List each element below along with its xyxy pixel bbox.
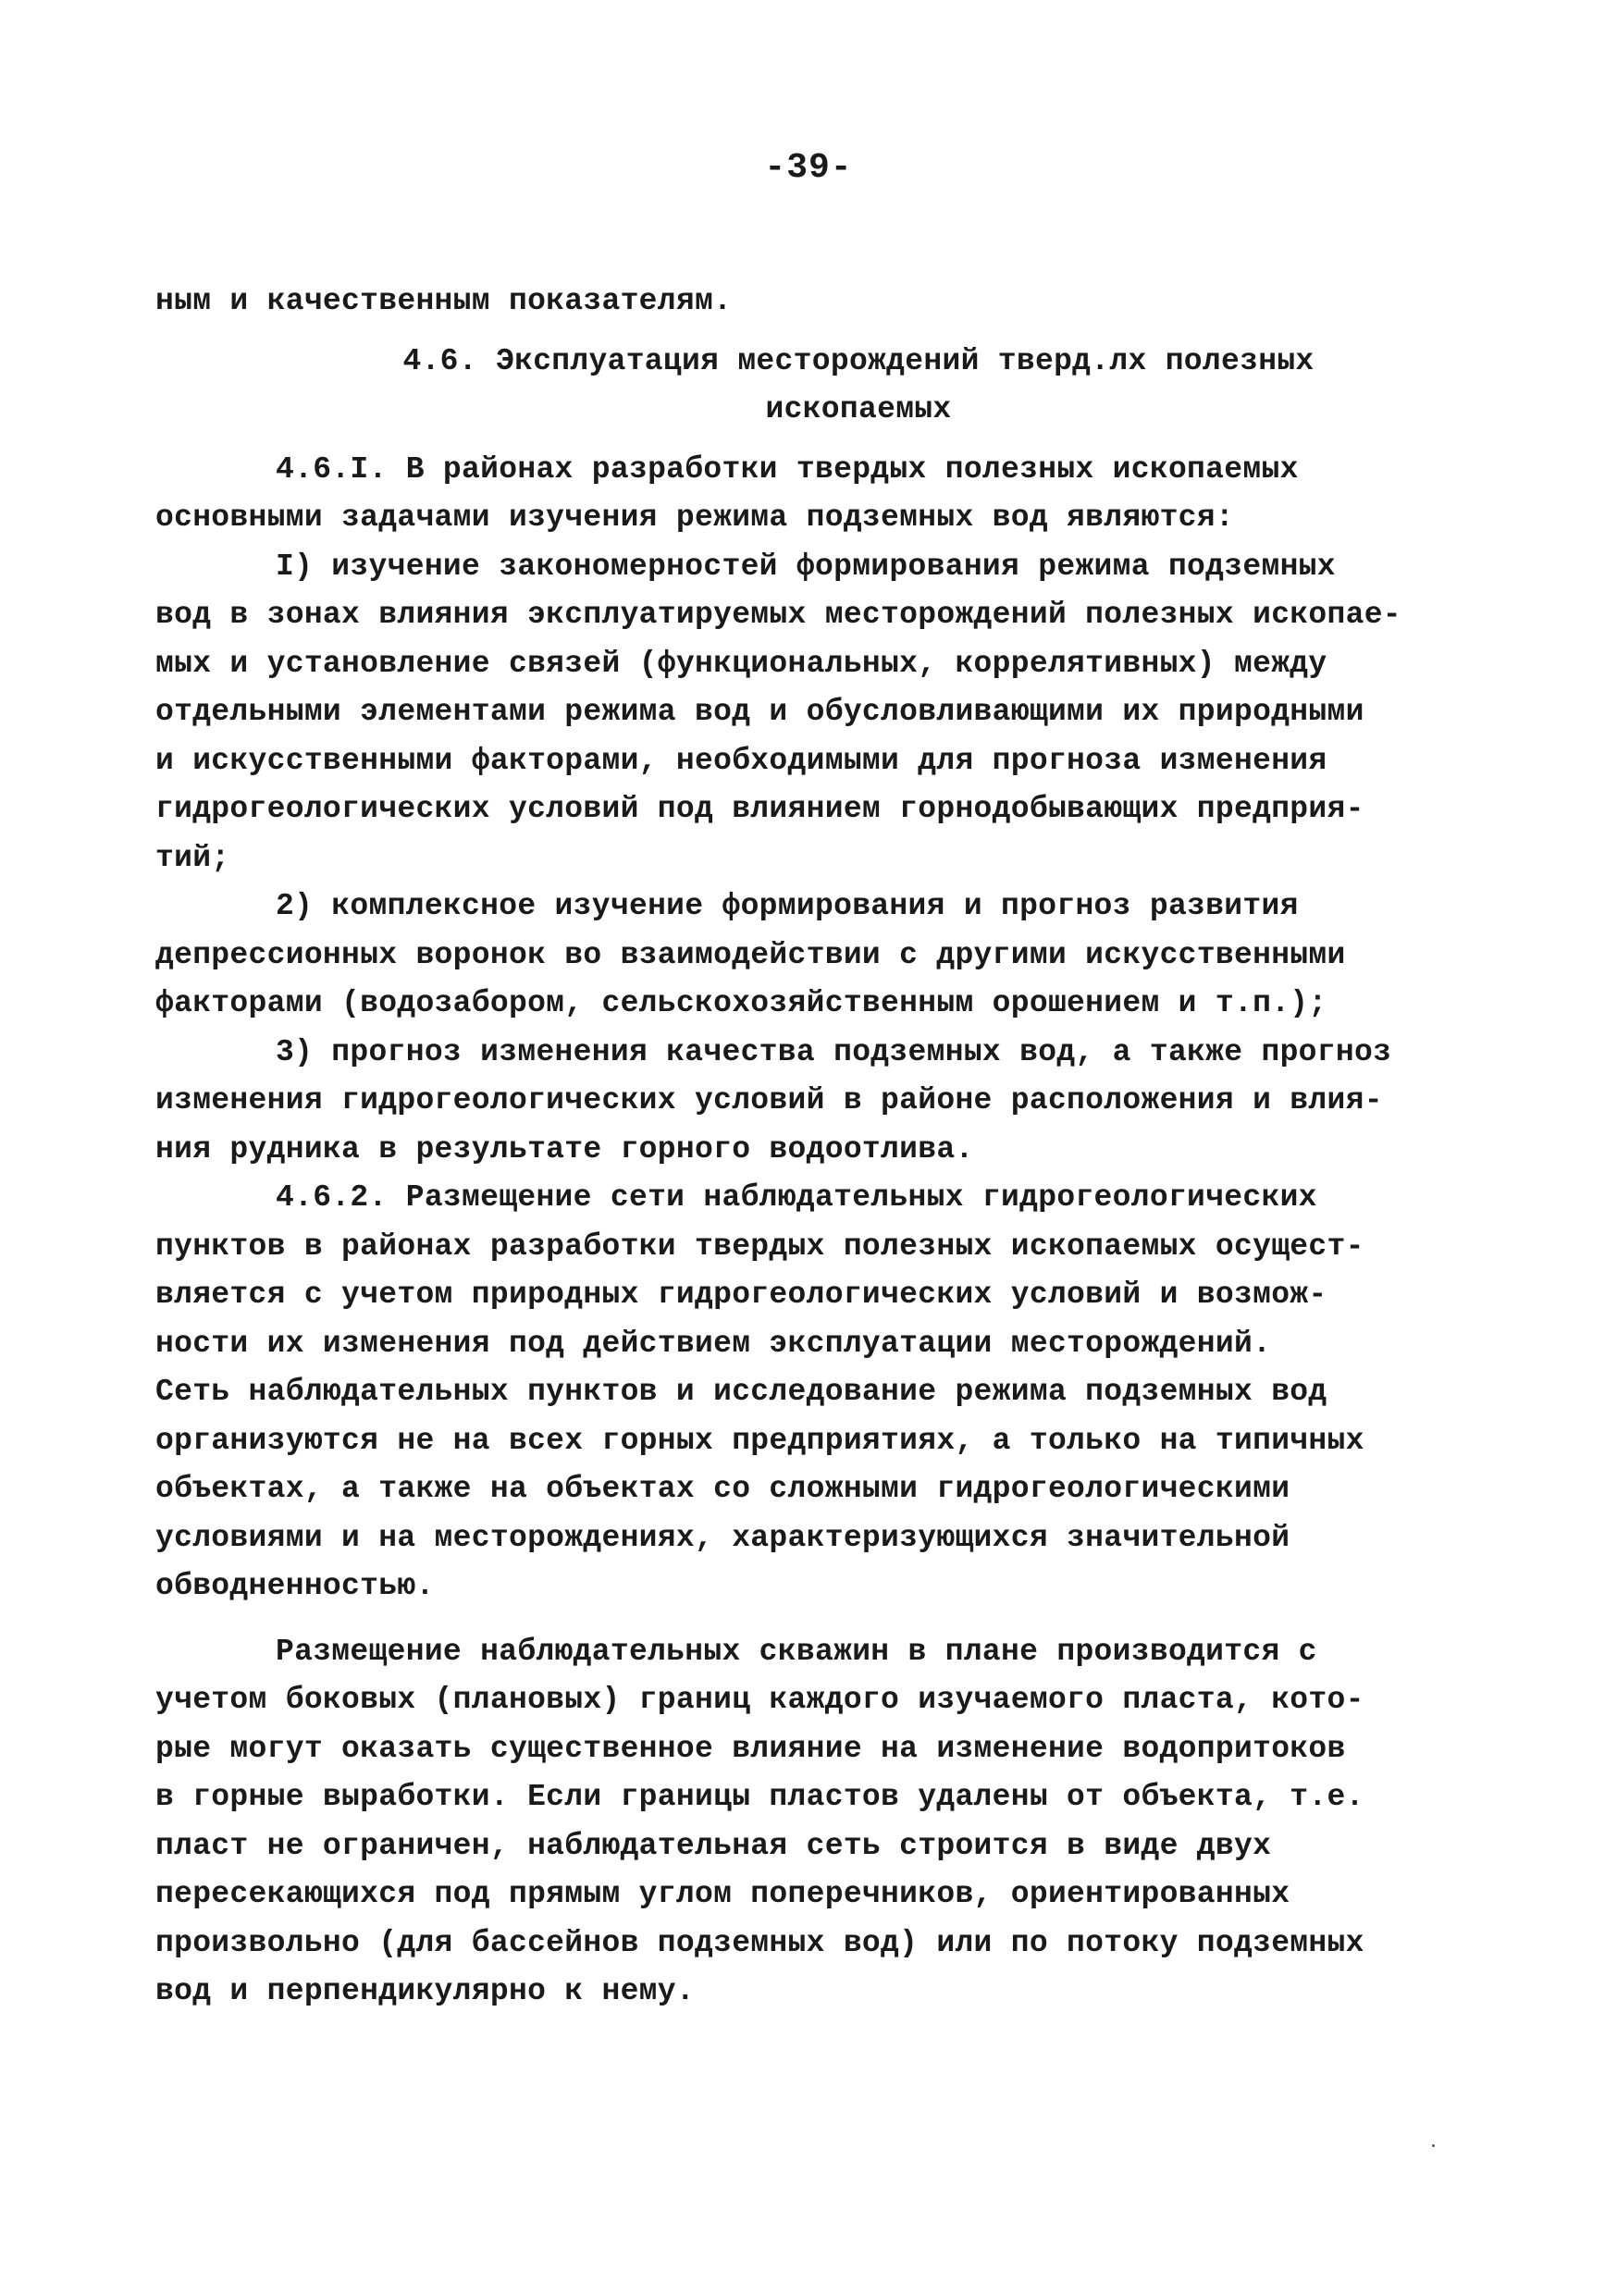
section-heading-line-1: 4.6. Эксплуатация месторождений тверд.лх полезных [402,343,1315,378]
text-line: основными задачами изучения режима подземных вод являются: [155,500,1234,535]
continuation-line: ным и качественным показателям. [155,284,733,318]
text-line: мых и установление связей (функциональных, коррелятивных) между [155,646,1327,681]
text-line: пересекающихся под прямым углом поперечников, ориентированных [155,1877,1290,1911]
page-number: -39- [764,148,853,188]
body-text [155,278,1497,2017]
text-line: гидрогеологических условий под влиянием горнодобывающих предприя- [155,792,1364,826]
text-line: пунктов в районах разработки твердых полезных ископаемых осущест- [155,1228,1364,1264]
text-line: организуются не на всех горных предприятиях, а только на типичных [155,1423,1364,1458]
text-line: факторами (водозабором, сельскохозяйственным орошением и т.п.); [155,986,1327,1020]
text-line: вляется с учетом природных гидрогеологических условий и возмож- [155,1278,1327,1312]
paragraph-placement [155,1628,1497,2017]
list-item-1 [155,543,1497,883]
text-line: в горные выработки. Если границы пластов удалены от объекта, т.е. [155,1780,1364,1814]
text-line: пласт не ограничен, наблюдательная сеть строится в виде двух [155,1828,1272,1863]
text-line: 3) прогноз изменения качества подземных вод, а также прогноз [276,1034,1392,1069]
text-line: и искусственными факторами, необходимыми для прогноза изменения [155,743,1327,778]
text-line: отдельными элементами режима вод и обусловливающими их природными [155,695,1364,729]
text-line: 4.6.I. В районах разработки твердых полезных ископаемых [276,451,1299,487]
paragraph-4-6-2 [155,1174,1497,1611]
text-line: условиями и на месторождениях, характеризующихся значительной [155,1520,1290,1555]
text-line: Размещение наблюдательных скважин в плане производится с [276,1634,1317,1669]
text-line: тий; [155,840,230,875]
section-heading-line-2: ископаемых [765,392,952,426]
text-line: произвольно (для бассейнов подземных вод) или по потоку подземных [155,1925,1364,1960]
list-item-2 [155,883,1497,1029]
text-line: учетом боковых (плановых) границ каждого изучаемого пласта, кото- [155,1683,1364,1717]
text-line: рые могут оказать существенное влияние на изменение водопритоков [155,1731,1346,1766]
text-line: объектах, а также на объектах со сложными гидрогеологическими [155,1472,1290,1506]
text-line: вод и перпендикулярно к нему. [155,1974,695,2008]
text-line: 4.6.2. Размещение сети наблюдательных гидрогеологических [276,1180,1317,1215]
text-line: вод в зонах влияния эксплуатируемых месторождений полезных ископае- [155,598,1401,632]
text-line: ности их изменения под действием эксплуатации месторождений. [155,1326,1272,1361]
text-line: изменения гидрогеологических условий в районе расположения и влия- [155,1083,1383,1117]
scan-speck [1432,2144,1435,2147]
text-line: обводненностью. [155,1569,435,1603]
paragraph-4-6-1 [155,446,1497,543]
text-line: депрессионных воронок во взаимодействии с другими искусственными [155,937,1346,972]
text-line: 2) комплексное изучение формирования и прогноз развития [276,889,1299,923]
list-item-3 [155,1029,1497,1175]
text-line: ния рудника в результате горного водоотлива. [155,1131,974,1167]
text-line: I) изучение закономерностей формирования режима подземных [276,549,1336,584]
text-line: Сеть наблюдательных пунктов и исследование режима подземных вод [155,1375,1327,1409]
